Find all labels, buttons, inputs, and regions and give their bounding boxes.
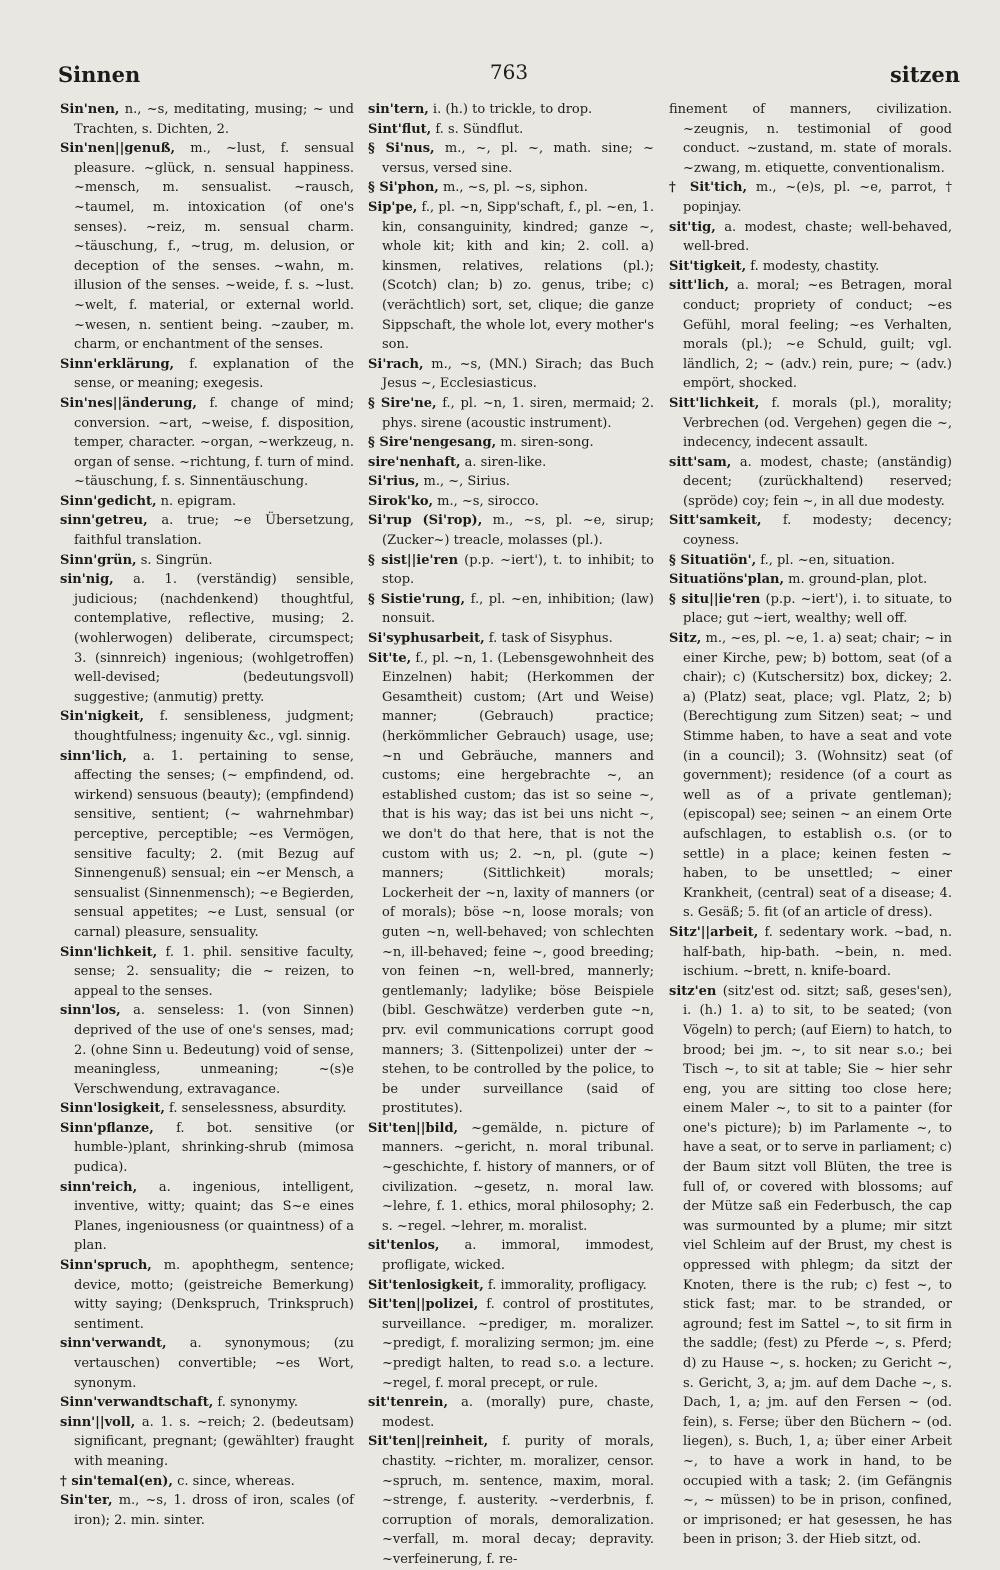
dictionary-entry [368, 120, 654, 140]
dictionary-entry [368, 472, 654, 492]
dictionary-entry [60, 1413, 354, 1472]
entry-definition: m. siren-song. [496, 435, 594, 451]
entry-headword: Sirok'ko, [368, 493, 434, 509]
dictionary-entry [368, 198, 654, 355]
dictionary-entry [669, 276, 952, 394]
dictionary-entry [669, 629, 952, 923]
dictionary-entry [368, 453, 654, 473]
entry-definition: a. 1. (verständig) sensible, judicious; (nachdenkend) thoughtful, contemplative, reflective, musing; 2. (wohlerwogen) deliberate, circumspect; 3. (sinnreich) ingenious; (wohlgetroffen) well-devised; (bedeutungsvoll) suggestive; (anmutig) pretty. [74, 572, 354, 705]
entry-definition: a. ingenious, intelligent, inventive, witty; quaint; das S~e eines Planes, ingeniousness (or quaintness) of a plan. [74, 1179, 354, 1254]
entry-definition: f. sedentary work. ~bad, n. half-bath, hip-bath. ~bein, n. med. ischium. ~brett, n. knife-board. [683, 924, 952, 980]
entry-definition: a. senseless: 1. (von Sinnen) deprived of the use of one's senses, mad; 2. (ohne Sinn u. Bedeutung) void of sense, meaningless, unmeaning; ~(s)e Verschwendung, extravagance. [74, 1003, 354, 1097]
dictionary-entry [368, 551, 654, 590]
entry-definition: a. synonymous; (zu vertauschen) convertible; ~es Wort, synonym. [74, 1336, 354, 1391]
column-3 [669, 100, 952, 1548]
entry-definition: m., ~, Sirius. [419, 474, 511, 490]
entry-definition: f. morals (pl.), morality; Verbrechen (od. Vergehen) gegen die ~, indecency, indecent assault. [683, 395, 952, 451]
entry-headword: Sinn'gedicht, [60, 493, 157, 509]
left-guide-word: Sinnen [58, 62, 141, 87]
entry-headword: § Si'nus, [368, 141, 435, 157]
entry-headword: sinn'reich, [60, 1179, 138, 1195]
entry-headword: Si'syphusarbeit, [368, 631, 485, 647]
entry-headword: sinn'verwandt, [60, 1336, 167, 1352]
entry-headword: Sinn'verwandtschaft, [60, 1395, 214, 1411]
dictionary-entry [368, 1119, 654, 1237]
dictionary-entry [368, 1432, 654, 1569]
entry-headword: Sinn'losigkeit, [60, 1101, 165, 1117]
entry-headword: † sin'temal(en), [60, 1473, 173, 1489]
entry-headword: sit'tig, [669, 219, 716, 235]
dictionary-entry [368, 649, 654, 1119]
page-number: 763 [489, 60, 529, 84]
column-1 [60, 100, 354, 1528]
dictionary-entry [368, 355, 654, 394]
entry-headword: Sit'te, [368, 650, 412, 666]
entry-headword: sitt'sam, [669, 454, 732, 470]
dictionary-entry [368, 492, 654, 512]
entry-headword: Sip'pe, [368, 199, 418, 215]
entry-headword: Sit'ten||polizei, [368, 1297, 479, 1313]
entry-definition: f. control of prostitutes, surveillance. ~prediger, m. moralizer. ~predigt, f. moralizing sermon; jm. eine ~predigt halten, to read s.o. a lecture. ~regel, f. moral precept, or rule. [382, 1297, 654, 1391]
entry-definition: f., pl. ~n, 1. (Lebensgewohnheit des Einzelnen) habit; (Herkommen der Gesamtheit) custom; (Art und Weise) manner; (Gebrauch) practice; (herkömmlicher Gebrauch) usage, use; ~n und Gebräuche, manners and customs; eine hergebrachte ~, an established custom; das ist so seine ~, that is his way; das ist bei uns nicht ~, we don't do that here, that is not the custom with us; 2. ~n, pl. (gute ~) manners; (Sittlichkeit) morals; Lockerheit der ~n, laxity of manners (or of morals); böse ~n, loose morals; von guten ~n, well-behaved; von schlechten ~n, ill-behaved; feine ~, good breeding; von feinen ~n, well-bred, mannerly; gentlemanly; ladylike; böse Beispiele (bibl. Geschwätze) verderben gute ~n, prv. evil communications corrupt good manners; 3. (Sittenpolizei) unter der ~ stehen, to be controlled by the police, to be under surveillance (said of prostitutes). [382, 650, 654, 1117]
entry-headword: sire'nenhaft, [368, 454, 461, 470]
dictionary-entry [669, 570, 952, 590]
entry-headword: Sin'ter, [60, 1493, 113, 1509]
dictionary-entry [669, 590, 952, 629]
dictionary-entry [669, 178, 952, 217]
entry-headword: sin'nig, [60, 572, 114, 588]
entry-definition: (p.p. ~iert'), i. to situate, to place; gut ~iert, wealthy; well off. [683, 591, 952, 627]
entry-definition: a. moral; ~es Betragen, moral conduct; propriety of conduct; ~es Gefühl, moral feeling; ~es Verhalten, morals (pl.); ~e Schuld, guilt; vgl. ländlich, 2; ~ (adv.) rein, pure; ~ (adv.) empört, shocked. [683, 278, 952, 392]
entry-headword: Sinn'lichkeit, [60, 944, 158, 960]
entry-headword: sit'tenrein, [368, 1395, 449, 1411]
dictionary-entry [60, 1256, 354, 1334]
entry-definition: (p.p. ~iert'), t. to inhibit; to stop. [382, 552, 654, 588]
dictionary-entry [669, 551, 952, 571]
dictionary-entry [60, 1119, 354, 1178]
entry-definition: f. immorality, profligacy. [483, 1277, 647, 1293]
dictionary-entry [60, 1472, 354, 1492]
entry-definition: f., pl. ~n, Sipp'schaft, f., pl. ~en, 1. kin, consanguinity, kindred; ganze ~, whole kit; kith and kin; 2. coll. a) kinsmen, relatives, relations (pl.); (Scotch) clan; b) zo. genus, tribe; c) (verächtlich) sort, set, clique; die ganze Sippschaft, the whole lot, every mother's son. [382, 199, 654, 353]
entry-headword: sinn'lich, [60, 748, 127, 764]
running-header [58, 48, 960, 88]
dictionary-entry [368, 139, 654, 178]
dictionary-entry [60, 1393, 354, 1413]
entry-definition: f. s. Sündflut. [431, 121, 524, 137]
entry-definition: m. apophthegm, sentence; device, motto; (geistreiche Bemerkung) witty saying; (Denkspruch, Trinkspruch) sentiment. [74, 1258, 354, 1332]
entry-headword: Sinn'pflanze, [60, 1120, 154, 1136]
entry-definition: m., ~s, sirocco. [433, 493, 539, 509]
entry-headword: Sitt'samkeit, [669, 513, 762, 529]
entry-definition: c. since, whereas. [172, 1473, 295, 1489]
entry-definition: a. true; ~e Übersetzung, faithful translation. [74, 513, 354, 549]
entry-headword: § sist||ie'ren [368, 552, 459, 568]
dictionary-entry [669, 453, 952, 512]
entry-headword: Sitz, [669, 631, 702, 647]
entry-headword: Sitt'lichkeit, [669, 395, 760, 411]
column-2 [368, 100, 655, 1567]
entry-definition: f. modesty; decency; coyness. [683, 513, 952, 549]
entry-definition: ~gemälde, n. picture of manners. ~gericht, n. moral tribunal. ~geschichte, f. history of manners, or of civilization. ~gesetz, n. moral law. ~lehre, f. 1. ethics, moral philosophy; 2. s. ~regel. ~lehrer, m. moralist. [382, 1120, 654, 1234]
entry-definition: f. synonymy. [213, 1395, 299, 1411]
dictionary-entry [60, 139, 354, 355]
dictionary-entry [368, 100, 654, 120]
dictionary-entry [60, 1001, 354, 1099]
dictionary-entry [368, 1276, 654, 1296]
entry-headword: sin'tern, [368, 102, 429, 117]
entry-headword: Sinn'spruch, [60, 1258, 152, 1274]
dictionary-entry [368, 511, 654, 550]
entry-definition: i. (h.) to trickle, to drop. [428, 102, 593, 117]
entry-definition: finement of manners, civilization. ~zeugnis, n. testimonial of good conduct. ~zustand, m. state of morals. ~zwang, m. etiquette, conventionalism. [669, 102, 952, 176]
dictionary-entry [60, 1334, 354, 1393]
entry-headword: sinn'los, [60, 1003, 121, 1019]
entry-headword: Sin'nigkeit, [60, 709, 144, 725]
entry-definition: a. 1. s. ~reich; 2. (bedeutsam) significant, pregnant; (gewählter) fraught with meaning. [74, 1414, 354, 1469]
entry-definition: f. bot. sensitive (or humble-)plant, shrinking-shrub (mimosa pudica). [74, 1120, 354, 1176]
entry-headword: Sint'flut, [368, 121, 432, 137]
entry-definition: f. modesty, chastity. [746, 258, 880, 274]
dictionary-entry [60, 943, 354, 1002]
entry-definition: f. task of Sisyphus. [484, 631, 613, 647]
dictionary-entry [60, 492, 354, 512]
entry-definition: m., ~s, pl. ~e, sirup; (Zucker~) treacle, molasses (pl.). [382, 513, 655, 549]
dictionary-entry [60, 747, 354, 943]
entry-headword: † Sit'tich, [669, 180, 747, 196]
entry-headword: Sin'nen, [60, 102, 120, 117]
entry-headword: Si'rup (Si'rop), [368, 513, 483, 529]
entry-headword: Si'rach, [368, 356, 424, 372]
dictionary-entry [368, 1236, 654, 1275]
dictionary-entry [368, 178, 654, 198]
dictionary-entry [669, 982, 952, 1550]
entry-definition: m. ground-plan, plot. [784, 572, 928, 588]
entry-definition: f. change of mind; conversion. ~art, ~weise, f. disposition, temper, character. ~organ, ~werkzeug, n. organ of sense. ~richtung, f. turn of mind. ~täuschung, f. s. Sinnentäuschung. [74, 395, 354, 490]
dictionary-entry [60, 1178, 354, 1256]
dictionary-entry [669, 257, 952, 277]
dictionary-entry [669, 218, 952, 257]
entry-headword: Sinn'erklärung, [60, 356, 175, 372]
entry-definition: a. modest, chaste; well-behaved, well-bred. [683, 219, 952, 255]
entry-headword: Sit'tenlosigkeit, [368, 1277, 484, 1293]
dictionary-entry [60, 551, 354, 571]
entry-definition: a. modest, chaste; (anständig) decent; (zurückhaltend) reserved; (spröde) coy; fein ~, in all due modesty. [683, 454, 952, 509]
entry-headword: § Sire'ne, [368, 395, 437, 411]
entry-definition: a. immoral, immodest, profligate, wicked. [382, 1238, 654, 1274]
entry-headword: sinn'||voll, [60, 1414, 136, 1430]
dictionary-entry [669, 511, 952, 550]
entry-headword: Sit'ten||reinheit, [368, 1434, 489, 1450]
entry-definition: f. 1. phil. sensitive faculty, sense; 2. sensuality; die ~ reizen, to appeal to the senses. [74, 944, 354, 999]
entry-headword: § Sire'nengesang, [368, 435, 497, 451]
dictionary-entry [60, 511, 354, 550]
entry-definition: f. purity of morals, chastity. ~richter, m. moralizer, censor. ~spruch, m. sentence, maxim, moral. ~strenge, f. austerity. ~verderbnis, f. corruption of morals, demoralization. ~verfall, m. moral decay; depravity. ~verfeinerung, f. re- [382, 1434, 654, 1567]
entry-headword: § Si'phon, [368, 180, 439, 196]
entry-definition: m., ~s, 1. dross of iron, scales (of iron); 2. min. sinter. [74, 1493, 354, 1528]
entry-headword: Sinn'grün, [60, 552, 137, 568]
entry-definition: f. senselessness, absurdity. [164, 1101, 347, 1117]
entry-definition: m., ~es, pl. ~e, 1. a) seat; chair; ~ in einer Kirche, pew; b) bottom, seat (of a chair); c) (Kutschersitz) box, dickey; 2. a) (Platz) seat, place; vgl. Platz, 2; b) (Berechtigung zum Sitzen) seat; ~ und Stimme haben, to have a seat and vote (in a council); 3. (Wohnsitz) seat (of government); residence (of a court as well as of a private gentleman); (episcopal) see; seinen ~ an einem Orte aufschlagen, to establish o.s. (or to settle) in a place; keinen festen ~ haben, to be unsettled; ~ einer Krankheit, (central) seat of a disease; 4. s. Gesäß; 5. fit (of an article of dress). [683, 631, 952, 921]
dictionary-entry [60, 1099, 354, 1119]
entry-headword: § situ||ie'ren [669, 591, 761, 607]
entry-definition: f. sensibleness, judgment; thoughtfulness; ingenuity &c., vgl. sinnig. [74, 709, 354, 744]
entry-definition: (sitz'est od. sitzt; saß, geses'sen), i. (h.) 1. a) to sit, to be seated; (von Vögeln) to perch; (auf Eiern) to hatch, to brood; bei jm. ~, to sit near s.o.; bei Tisch ~, to sit at table; Sie ~ hier sehr eng, you are sitting too close here; einem Maler ~, to sit to a painter (for one's picture); b) im Parlamente ~, to have a seat, or to serve in parliament; c) der Baum sitzt voll Blüten, the tree is full of, or covered with blossoms; auf der Mütze saß ein Federbusch, the cap was surmounted by a plume; mir sitzt viel Schleim auf der Brust, my chest is oppressed with phlegm; da sitzt der Knoten, there is the rub; c) fest ~, to stick fast; mar. to be stranded, or aground; fest im Sattel ~, to sit firm in the saddle; (fest) zu Pferde ~, s. Pferd; d) zu Hause ~, s. hocken; zu Gericht ~, s. Gericht, 3, a; jm. auf dem Dache ~, s. Dach, 1, a; jm. auf den Fersen ~ (od. fein), s. Ferse; über den Büchern ~ (od. liegen), s. Buch, 1, a; über einer Arbeit ~, to have a work in hand, to be occupied with a task; 2. (im Gefängnis ~, ~ müssen) to be in prison, confined, or imprisoned; er hat gesessen, he has been in prison; 3. der Hieb sitzt, od. [683, 983, 952, 1548]
entry-headword: Sin'nen||genuß, [60, 141, 176, 157]
dictionary-entry [669, 923, 952, 982]
entry-definition: s. Singrün. [136, 552, 213, 568]
entry-definition: m., ~, pl. ~, math. sine; ~ versus, versed sine. [382, 141, 654, 176]
entry-headword: sitz'en [669, 983, 717, 999]
entry-definition: f., pl. ~n, 1. siren, mermaid; 2. phys. sirene (acoustic instrument). [382, 395, 654, 431]
dictionary-entry [60, 1491, 354, 1530]
entry-definition: f., pl. ~en, situation. [756, 552, 895, 568]
dictionary-entry [368, 394, 654, 433]
entry-definition: n. epigram. [156, 493, 237, 509]
entry-definition: m., ~lust, f. sensual pleasure. ~glück, n. sensual happiness. ~mensch, m. sensualist. ~rausch, ~taumel, m. intoxication (of one's senses). ~reiz, m. sensual charm. ~täuschung, f., ~trug, m. delusion, or deception of the senses. ~wahn, m. illusion of the senses. ~weide, f. s. ~lust. ~welt, f. material, or external world. ~wesen, n. sentient being. ~zauber, m. charm, or enchantment of the senses. [74, 141, 354, 353]
dictionary-entry [60, 355, 354, 394]
entry-headword: Sin'nes||änderung, [60, 395, 197, 411]
entry-definition: f. explanation of the sense, or meaning; exegesis. [74, 356, 354, 392]
dictionary-entry [368, 433, 654, 453]
dictionary-entry [60, 707, 354, 746]
entry-headword: sinn'getreu, [60, 513, 148, 529]
entry-definition: m., ~(e)s, pl. ~e, parrot, † popinjay. [683, 180, 952, 215]
right-guide-word: sitzen [889, 62, 960, 87]
dictionary-entry [60, 100, 354, 139]
entry-definition: m., ~s, (MN.) Sirach; das Buch Jesus ~, Ecclesiasticus. [382, 356, 654, 392]
dictionary-entry [368, 1295, 654, 1393]
entry-headword: sit'tenlos, [368, 1238, 440, 1254]
dictionary-entry [368, 590, 654, 629]
dictionary-entry [60, 570, 354, 707]
entry-definition: m., ~s, pl. ~s, siphon. [438, 180, 588, 196]
dictionary-entry [368, 1393, 654, 1432]
dictionary-entry [60, 394, 354, 492]
dictionary-entry [368, 629, 654, 649]
entry-headword: § Sistie'rung, [368, 591, 465, 607]
entry-definition: n., ~s, meditating, musing; ~ und Trachten, s. Dichten, 2. [74, 102, 354, 137]
entry-definition: f., pl. ~en, inhibition; (law) nonsuit. [382, 591, 654, 627]
entry-headword: § Situatiön', [669, 552, 757, 568]
entry-headword: Sit'ten||bild, [368, 1120, 459, 1136]
entry-headword: Sit'tigkeit, [669, 258, 747, 274]
entry-headword: Si'rius, [368, 474, 420, 490]
entry-definition: a. siren-like. [460, 454, 547, 470]
entry-definition: a. (morally) pure, chaste, modest. [382, 1395, 654, 1430]
entry-headword: Sitz'||arbeit, [669, 924, 759, 940]
dictionary-entry [669, 394, 952, 453]
entry-headword: Situatiöns'plan, [669, 572, 785, 588]
dictionary-entry [669, 100, 952, 178]
entry-headword: sitt'lich, [669, 278, 730, 294]
entry-definition: a. 1. pertaining to sense, affecting the senses; (~ empfindend, od. wirkend) sensuous (beauty); (empfindend) sensitive, sentient; (~ wahrnehmbar) perceptive, perceptible; ~es Vermögen, sensitive faculty; 2. (mit Bezug auf Sinnengenuß) sensual; ein ~er Mensch, a sensualist (Sinnenmensch); ~e Begierden, sensual appetites; ~e Lust, sensual (or carnal) pleasure, sensuality. [74, 748, 354, 940]
